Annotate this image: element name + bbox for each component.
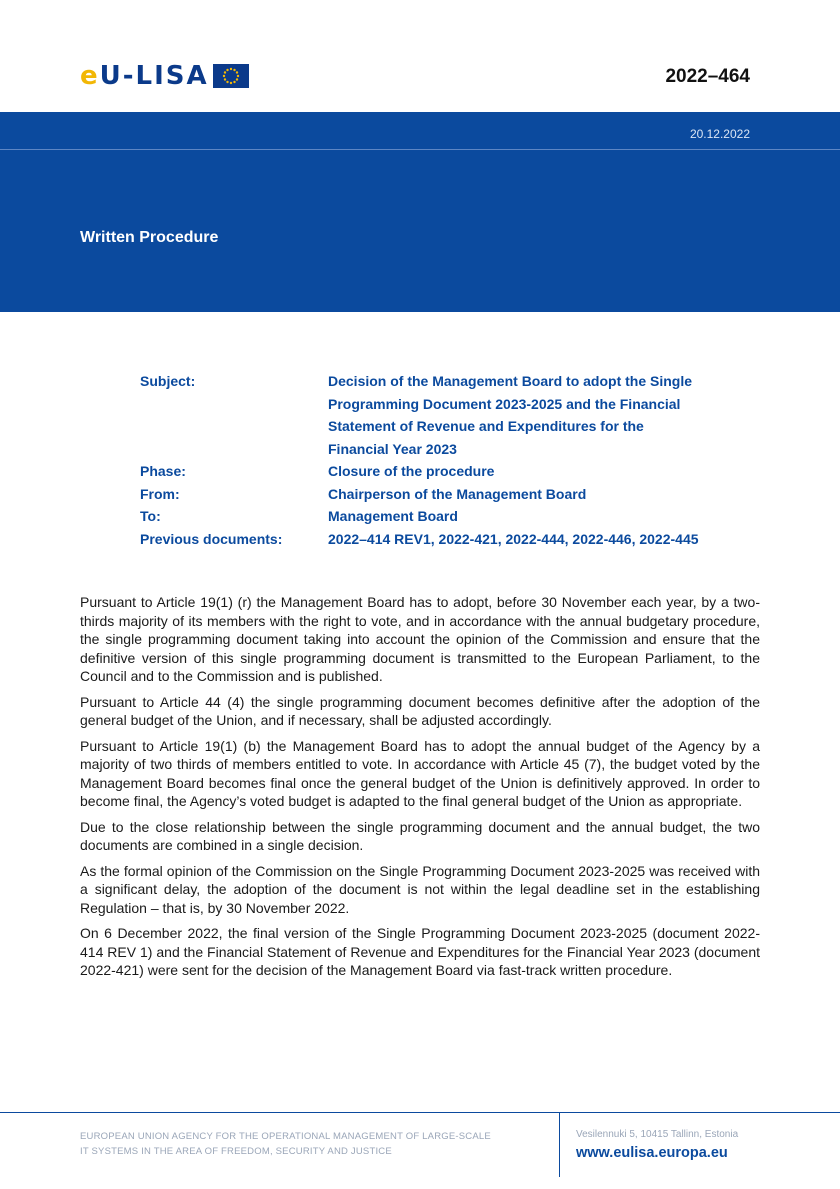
- document-date: 20.12.2022: [689, 127, 750, 141]
- body-paragraph: On 6 December 2022, the final version of the Single Programming Document 2023-2025 (document 2022-414 REV 1) and the Financial Statement of Revenue and Expenditures for the Financial Year 2023 (document 2022-421) were sent for the decision of the Management Board via fast-track written procedure.: [80, 925, 760, 978]
- footer-agency-line: EUROPEAN UNION AGENCY FOR THE OPERATIONAL MANAGEMENT OF LARGE-SCALE: [80, 1131, 491, 1142]
- footer-rule: [0, 1112, 840, 1113]
- footer-address: Vesilennuki 5, 10415 Tallinn, Estonia: [576, 1129, 739, 1140]
- footer-divider: [559, 1113, 560, 1177]
- eu-lisa-logo: [80, 62, 249, 90]
- meta-label: To:: [140, 508, 161, 524]
- logo-wordmark: [80, 63, 209, 89]
- body-paragraph: As the formal opinion of the Commission on the Single Programming Document 2023-2025 was received with a significant delay, the adoption of the document is not within the legal deadline set in the establishing Regulation – that is, by 30 November 2022.: [80, 862, 760, 916]
- meta-subject: [140, 370, 740, 460]
- meta-label: Previous documents:: [140, 530, 283, 547]
- logo-e-letter: e: [80, 61, 100, 91]
- meta-from: [140, 483, 740, 506]
- meta-label: Subject:: [140, 373, 196, 389]
- document-header: [0, 0, 840, 112]
- meta-value: Closure of the procedure: [328, 463, 495, 479]
- footer-agency-line: IT SYSTEMS IN THE AREA OF FREEDOM, SECURITY AND JUSTICE: [80, 1146, 392, 1157]
- meta-to: [140, 505, 740, 528]
- meta-value: Management Board: [328, 508, 458, 524]
- body-paragraph: Due to the close relationship between the single programming document and the annual budget, the two documents are combined in a single decision.: [80, 818, 760, 853]
- meta-label: From:: [140, 485, 180, 502]
- eu-flag-icon: [213, 64, 249, 88]
- banner-title: Written Procedure: [80, 229, 219, 246]
- footer-website-link[interactable]: www.eulisa.europa.eu: [576, 1145, 728, 1161]
- logo-rest: U-LISA: [99, 61, 209, 91]
- document-number: 2022–464: [665, 66, 750, 87]
- document-body: [80, 593, 760, 987]
- meta-value: Chairperson of the Management Board: [328, 485, 587, 502]
- meta-value: 2022–414 REV1, 2022-421, 2022-444, 2022-446, 2022-445: [328, 530, 699, 547]
- body-paragraph: Pursuant to Article 44 (4) the single programming document becomes definitive after the adoption of the general budget of the Union, and if necessary, shall be adjusted accordingly.: [80, 693, 760, 728]
- meta-phase: [140, 460, 740, 483]
- meta-previous-documents: [140, 528, 740, 551]
- meta-label: Phase:: [140, 463, 186, 479]
- meta-value: Decision of the Management Board to adopt the Single Programming Document 2023-2025 and the Financial Statement of Revenue and Expenditures for the Financial Year 2023: [328, 373, 693, 457]
- body-paragraph: Pursuant to Article 19(1) (b) the Management Board has to adopt the annual budget of the Agency by a majority of two thirds of members entitled to vote. In accordance with Article 45 (7), the budget voted by the Management Board becomes final once the general budget of the Union is definitively approved. In order to become final, the Agency’s voted budget is adapted to the final general budget of the Union as appropriate.: [80, 737, 760, 809]
- title-banner: [0, 112, 840, 312]
- footer-agency-name: [80, 1129, 540, 1159]
- document-metadata: [140, 370, 740, 550]
- banner-divider: [0, 149, 840, 150]
- body-paragraph: Pursuant to Article 19(1) (r) the Management Board has to adopt, before 30 November each year, by a two-thirds majority of its members with the right to vote, and in accordance with the annual budgetary procedure, the single programming document taking into account the opinion of the Commission and ensure that the definitive version of this single programming document is transmitted to the European Parliament, to the Council and to the Commission and is published.: [80, 594, 760, 684]
